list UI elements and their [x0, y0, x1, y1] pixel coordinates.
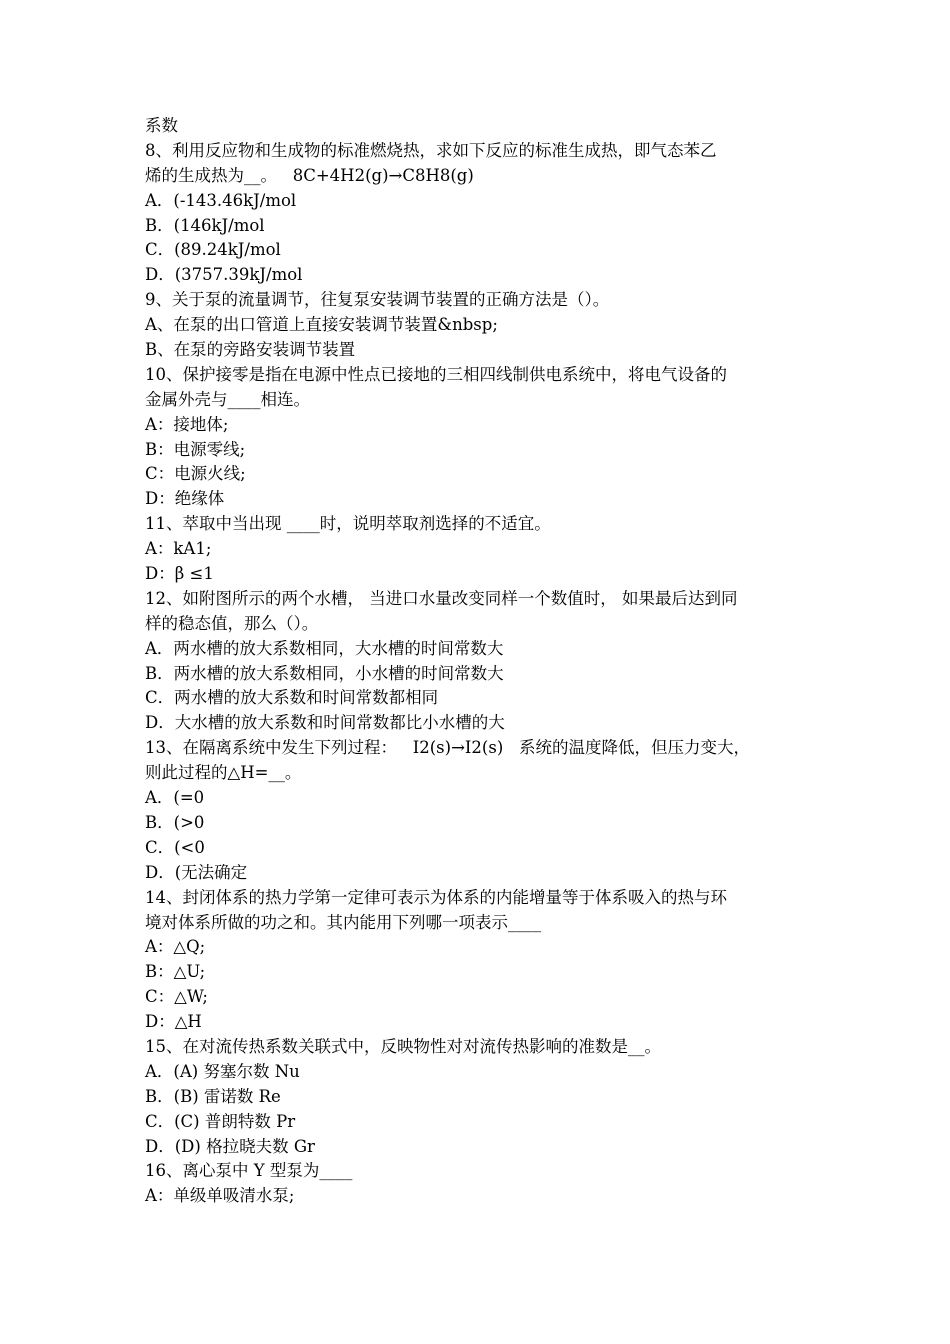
text-line: B、在泵的旁路安装调节装置	[145, 340, 356, 360]
text-line: B．(B) 雷诺数 Re	[145, 1086, 281, 1106]
text-line: A：接地体;	[145, 414, 229, 434]
text-line: 15、在对流传热系数关联式中，反映物性对对流传热影响的准数是__。	[145, 1036, 661, 1056]
text-line: 10、保护接零是指在电源中性点已接地的三相四线制供电系统中，将电气设备的	[145, 364, 727, 384]
text-line: 12、如附图所示的两个水槽， 当进口水量改变同样一个数值时， 如果最后达到同	[145, 588, 738, 608]
text-line: D．(D) 格拉晓夫数 Gr	[145, 1136, 315, 1156]
text-line: B．(146kJ/mol	[145, 215, 265, 235]
text-line: A：△Q;	[145, 937, 206, 957]
text-line: C．(C) 普朗特数 Pr	[145, 1111, 296, 1131]
text-line: 境对体系所做的功之和。其内能用下列哪一项表示____	[145, 912, 541, 932]
text-line: A．两水槽的放大系数相同，大水槽的时间常数大	[145, 638, 504, 658]
text-line: 金属外壳与____相连。	[145, 389, 310, 409]
text-line: C：电源火线;	[145, 464, 246, 484]
text-line: 13、在隔离系统中发生下列过程： I2(s)→I2(s) 系统的温度降低，但压力变大，	[145, 738, 751, 758]
text-line: D．大水槽的放大系数和时间常数都比小水槽的大	[145, 713, 505, 733]
text-line: 则此过程的△H=__。	[145, 763, 302, 783]
text-line: 14、封闭体系的热力学第一定律可表示为体系的内能增量等于体系吸入的热与环	[145, 887, 727, 907]
text-line: A．(=0	[145, 788, 205, 808]
text-line: A：kA1;	[145, 539, 212, 559]
text-line: B：△U;	[145, 962, 206, 982]
text-line: D：绝缘体	[145, 489, 225, 509]
document-body	[145, 114, 817, 1209]
text-line: 8、利用反应物和生成物的标准燃烧热，求如下反应的标准生成热，即气态苯乙	[145, 140, 717, 160]
text-line: C．(<0	[145, 837, 205, 857]
text-line: 9、关于泵的流量调节，往复泵安装调节装置的正确方法是（）。	[145, 290, 610, 310]
text-line: C：△W;	[145, 987, 208, 1007]
text-line: A、在泵的出口管道上直接安装调节装置&nbsp;	[145, 315, 498, 335]
text-line: A：单级单吸清水泵;	[145, 1186, 295, 1206]
text-line: 样的稳态值，那么（）。	[145, 613, 319, 633]
text-line: A．(-143.46kJ/mol	[145, 190, 297, 210]
text-line: 11、萃取中当出现 ____时，说明萃取剂选择的不适宜。	[145, 514, 551, 534]
text-line: C．(89.24kJ/mol	[145, 240, 281, 260]
text-line: D：△H	[145, 1012, 202, 1032]
text-line: B：电源零线;	[145, 439, 246, 459]
text-line: C．两水槽的放大系数和时间常数都相同	[145, 688, 439, 708]
text-line: D：β ≤1	[145, 564, 214, 584]
text-line: 系数	[145, 116, 178, 135]
text-line: 16、离心泵中 Y 型泵为____	[145, 1161, 353, 1181]
text-line: B．(>0	[145, 812, 205, 832]
text-line: D．(3757.39kJ/mol	[145, 265, 303, 285]
text-line: B．两水槽的放大系数相同，小水槽的时间常数大	[145, 663, 504, 683]
text-line: A．(A) 努塞尔数 Nu	[145, 1061, 300, 1081]
text-line: D．(无法确定	[145, 862, 248, 882]
text-line: 烯的生成热为__。 8C+4H2(g)→C8H8(g)	[145, 165, 474, 185]
